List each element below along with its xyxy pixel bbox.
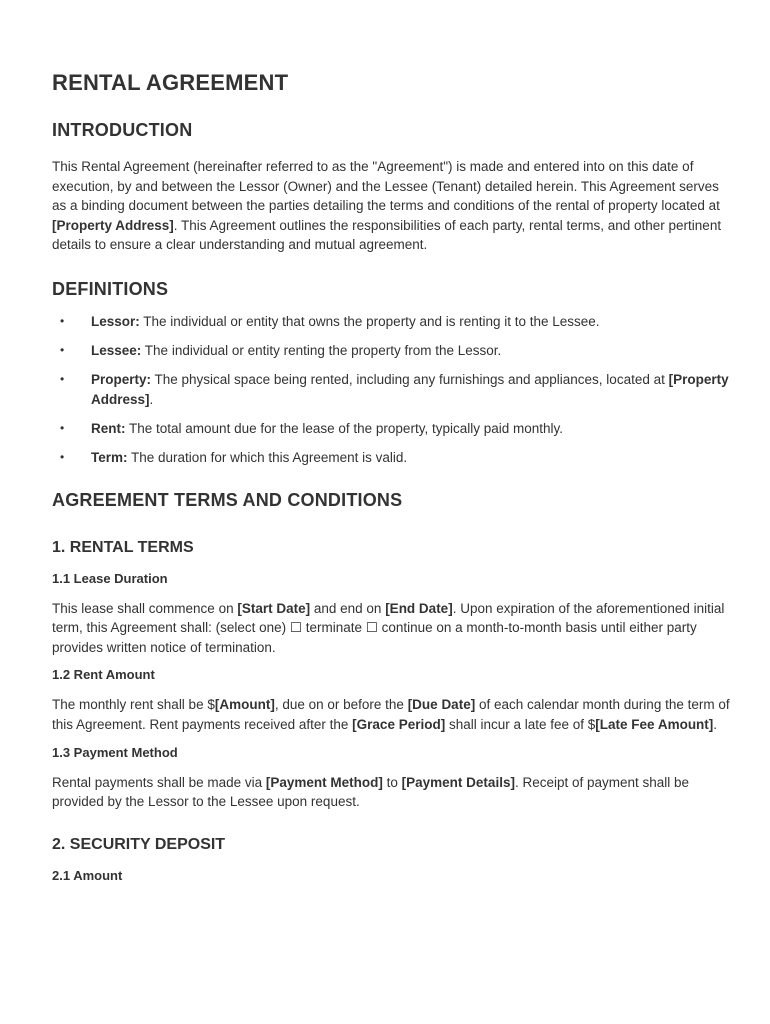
rent-amount-text: , due on or before the [274, 697, 408, 713]
definitions-list [52, 312, 732, 468]
definition-text: The duration for which this Agreement is valid. [127, 449, 408, 465]
grace-period-placeholder: [Grace Period] [352, 716, 446, 732]
payment-method-paragraph [52, 773, 732, 812]
definition-term: Property: [91, 372, 152, 388]
rent-amount-text: The monthly rent shall be $ [52, 697, 215, 713]
introduction-heading: INTRODUCTION [52, 120, 193, 140]
bullet-icon: • [60, 343, 65, 358]
amount-placeholder: [Amount] [214, 697, 275, 713]
rental-terms-heading: 1. RENTAL TERMS [52, 538, 194, 556]
definition-text-end: . [149, 391, 154, 407]
payment-details-placeholder: [Payment Details] [401, 774, 515, 790]
lease-duration-heading: 1.1 Lease Duration [52, 570, 168, 586]
introduction-paragraph [52, 157, 732, 255]
property-address-placeholder: [Property Address] [91, 372, 729, 407]
deposit-amount-heading: 2.1 Amount [52, 867, 123, 883]
definition-text: The physical space being rented, including any furnishings and appliances, located at [151, 372, 669, 388]
lease-duration-text: . Upon expiration of the aforementioned initial term, this Agreement shall: (select one) ☐ terminate ☐ continue on a month-to-month basis until either party provides written notice of termination. [52, 600, 725, 655]
payment-method-text: . Receipt of payment shall be provided by the Lessor to the Lessee upon request. [52, 774, 690, 810]
document-title: RENTAL AGREEMENT [52, 70, 289, 95]
bullet-icon: • [60, 449, 65, 464]
definition-item [52, 370, 732, 409]
definitions-heading: DEFINITIONS [52, 278, 169, 299]
property-address-placeholder: [Property Address] [52, 217, 174, 233]
lease-duration-paragraph [52, 599, 732, 658]
terms-heading: AGREEMENT TERMS AND CONDITIONS [52, 489, 403, 510]
definition-term: Lessee: [91, 343, 142, 359]
security-deposit-heading: 2. SECURITY DEPOSIT [52, 835, 226, 853]
definition-text: The total amount due for the lease of the property, typically paid monthly. [125, 420, 563, 436]
definition-item [52, 341, 732, 361]
bullet-icon: • [60, 420, 65, 435]
document-page [52, 70, 732, 896]
lease-duration-text: and end on [310, 600, 386, 616]
introduction-text-2: . This Agreement outlines the responsibilities of each party, rental terms, and other pertinent details to ensure a clear understanding and mutual agreement. [52, 217, 722, 253]
bullet-icon: • [60, 313, 65, 328]
rent-amount-text: . [713, 716, 718, 732]
bullet-icon: • [60, 372, 65, 387]
due-date-placeholder: [Due Date] [407, 697, 476, 713]
definition-item [52, 419, 732, 439]
rent-amount-paragraph [52, 695, 732, 734]
rent-amount-heading: 1.2 Rent Amount [52, 667, 155, 683]
rent-amount-text: shall incur a late fee of $ [445, 716, 596, 732]
payment-method-text: to [382, 774, 402, 790]
definition-item [52, 312, 732, 332]
payment-method-heading: 1.3 Payment Method [52, 744, 178, 760]
payment-method-placeholder: [Payment Method] [265, 774, 383, 790]
definition-term: Lessor: [91, 313, 140, 329]
rent-amount-text: of each calendar month during the term of this Agreement. Rent payments received after the [52, 697, 730, 732]
definition-term: Rent: [91, 420, 126, 436]
end-date-placeholder: [End Date] [385, 600, 453, 616]
definition-item [52, 448, 732, 468]
start-date-placeholder: [Start Date] [237, 600, 311, 616]
introduction-text-1: This Rental Agreement (hereinafter referred to as the "Agreement") is made and entered into on this date of execution, by and between the Lessor (Owner) and the Lessee (Tenant) detailed herein. This Agreement serves as a binding document between the parties detailing the terms and conditions of the rental of property located at [52, 159, 720, 214]
payment-method-text: Rental payments shall be made via [52, 774, 266, 790]
definition-text: The individual or entity renting the property from the Lessor. [141, 343, 502, 359]
late-fee-placeholder: [Late Fee Amount] [595, 716, 714, 732]
lease-duration-text: This lease shall commence on [52, 600, 238, 616]
definition-text: The individual or entity that owns the property and is renting it to the Lessee. [139, 313, 600, 329]
definition-term: Term: [91, 449, 128, 465]
